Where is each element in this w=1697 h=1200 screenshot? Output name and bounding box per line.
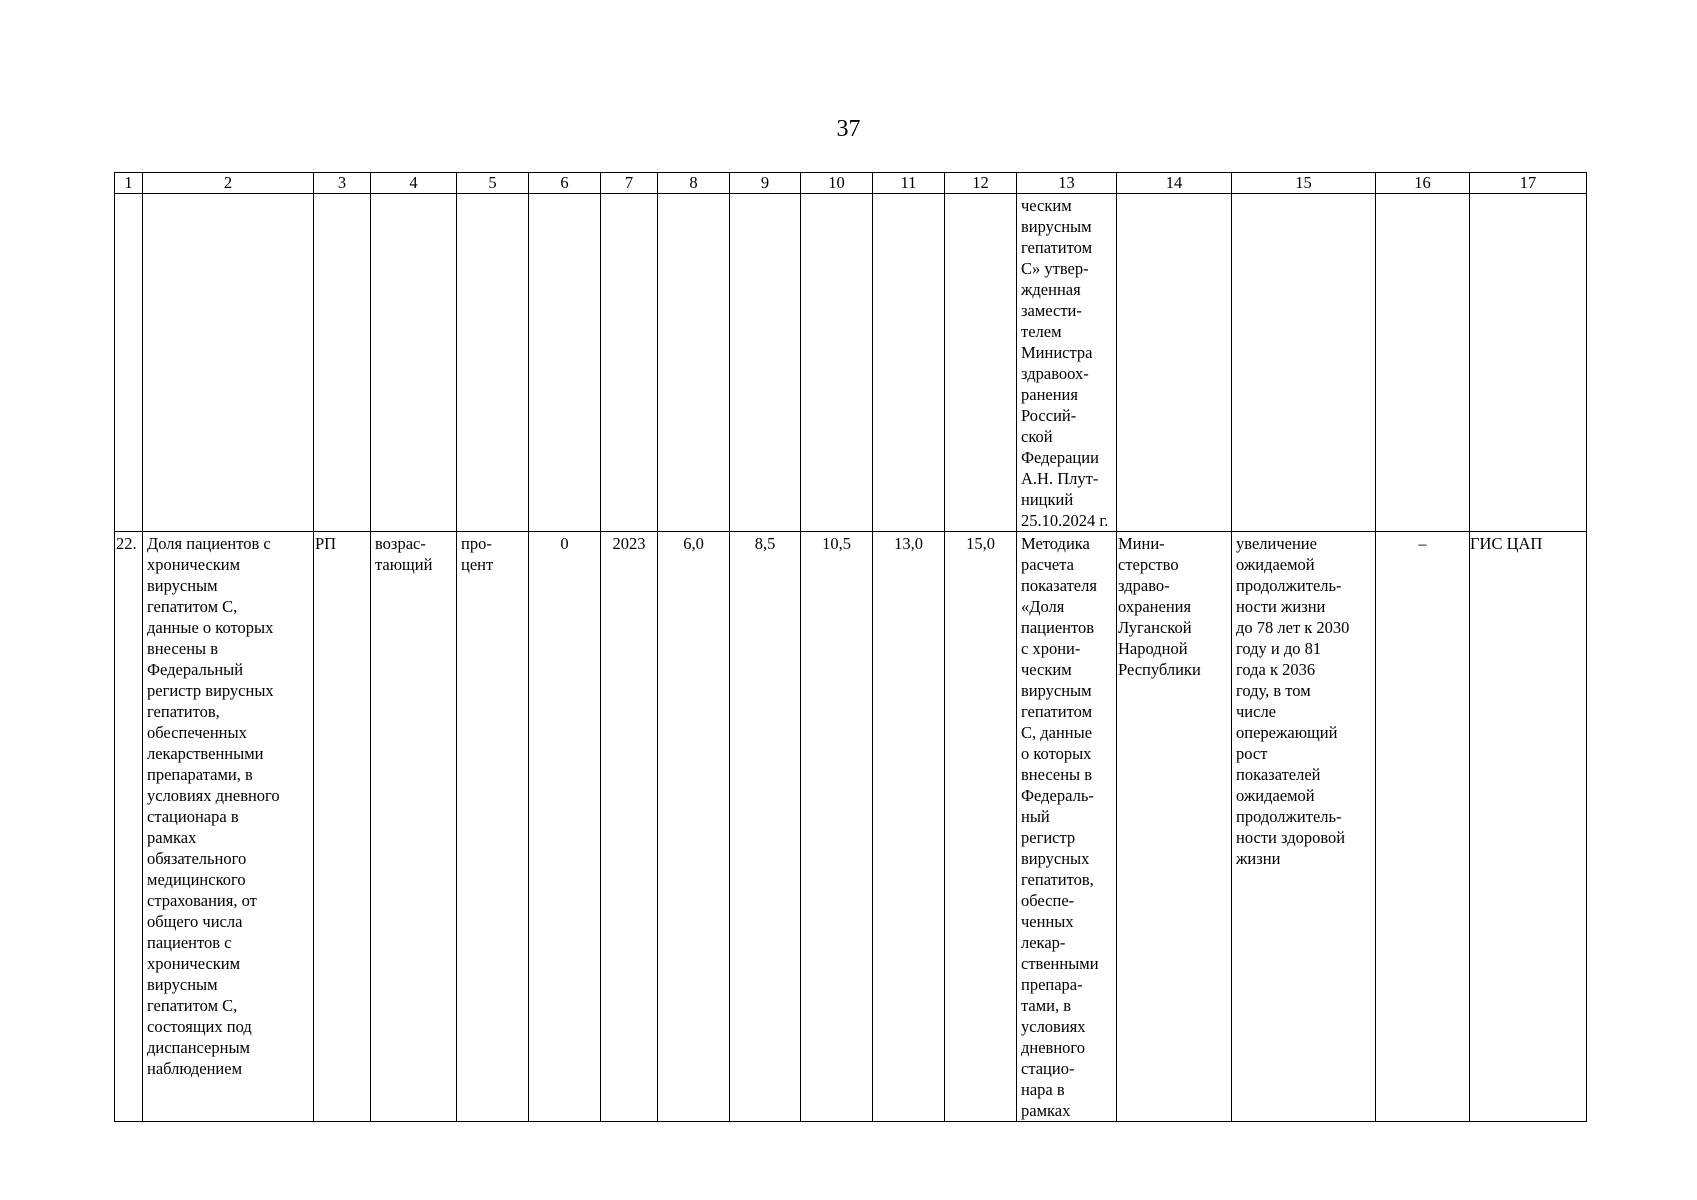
information-system: ГИС ЦАП — [1470, 532, 1587, 1122]
national-goal: увеличение ожидаемой продолжитель- ности жизни до 78 лет к 2030 году и до 81 года к 2036 году, в том числе опережающий рост показателей ожидаемой продолжитель- ности здоровой жизни — [1232, 532, 1376, 1122]
table-cell — [143, 194, 314, 532]
table-cell — [314, 194, 371, 532]
table-cell — [529, 194, 601, 532]
value-col-11: 13,0 — [873, 532, 945, 1122]
table-cell — [457, 194, 529, 532]
table-cell — [801, 194, 873, 532]
col-num-4: 4 — [371, 173, 457, 194]
indicator-name: Доля пациентов с хроническим вирусным гепатитом С, данные о которых внесены в Федеральный регистр вирусных гепатитов, обеспеченных лекарственными препаратами, в условиях дневного стационара в рамках обязательного медицинского страхования, от общего числа пациентов с хроническим вирусным гепатитом С, состоящих под диспансерным наблюдением — [143, 532, 314, 1122]
calculation-method: Методика расчета показателя «Доля пациентов с хрони- ческим вирусным гепатитом С, данные о которых внесены в Федераль- ный регистр вирусных гепатитов, обеспе- ченных лекар- ственными препара- тами, в условиях дневного стацио- нара в рамках — [1017, 532, 1117, 1122]
col-num-7: 7 — [601, 173, 658, 194]
indicator-level: РП — [314, 532, 371, 1122]
table-cell — [730, 194, 801, 532]
page-number: 37 — [836, 116, 861, 142]
indicator-trend: возрас- тающий — [371, 532, 457, 1122]
method-continuation-cell: ческим вирусным гепатитом С» утвер- жденная замести- телем Министра здравоох- ранения Россий- ской Федерации А.Н. Плут- ницкий 25.10.2024 г. — [1017, 194, 1117, 532]
table-cell — [945, 194, 1017, 532]
indicators-table — [114, 172, 1587, 1122]
base-value: 0 — [529, 532, 601, 1122]
col-num-16: 16 — [1376, 173, 1470, 194]
table-cell — [658, 194, 730, 532]
indicator-unit: про- цент — [457, 532, 529, 1122]
value-col-9: 8,5 — [730, 532, 801, 1122]
col-num-13: 13 — [1017, 173, 1117, 194]
col-num-1: 1 — [115, 173, 143, 194]
table-cell — [1117, 194, 1232, 532]
responsible-body: Мини- стерство здраво- охранения Луганской Народной Республики — [1117, 532, 1232, 1122]
value-col-8: 6,0 — [658, 532, 730, 1122]
value-col-10: 10,5 — [801, 532, 873, 1122]
col-num-8: 8 — [658, 173, 730, 194]
col-num-9: 9 — [730, 173, 801, 194]
col-16-value: – — [1376, 532, 1470, 1122]
col-num-2: 2 — [143, 173, 314, 194]
row-number: 22. — [115, 532, 143, 1122]
col-num-12: 12 — [945, 173, 1017, 194]
col-num-5: 5 — [457, 173, 529, 194]
table-cell — [601, 194, 658, 532]
value-col-12: 15,0 — [945, 532, 1017, 1122]
column-number-row — [115, 173, 1587, 194]
col-num-10: 10 — [801, 173, 873, 194]
table-cell — [1376, 194, 1470, 532]
col-num-14: 14 — [1117, 173, 1232, 194]
col-num-6: 6 — [529, 173, 601, 194]
table-cell — [1470, 194, 1587, 532]
base-year: 2023 — [601, 532, 658, 1122]
table-cell — [115, 194, 143, 532]
continued-row — [115, 194, 1587, 532]
table-row-22 — [115, 532, 1587, 1122]
table-cell — [873, 194, 945, 532]
col-num-15: 15 — [1232, 173, 1376, 194]
col-num-17: 17 — [1470, 173, 1587, 194]
table-cell — [371, 194, 457, 532]
col-num-11: 11 — [873, 173, 945, 194]
col-num-3: 3 — [314, 173, 371, 194]
table-cell — [1232, 194, 1376, 532]
